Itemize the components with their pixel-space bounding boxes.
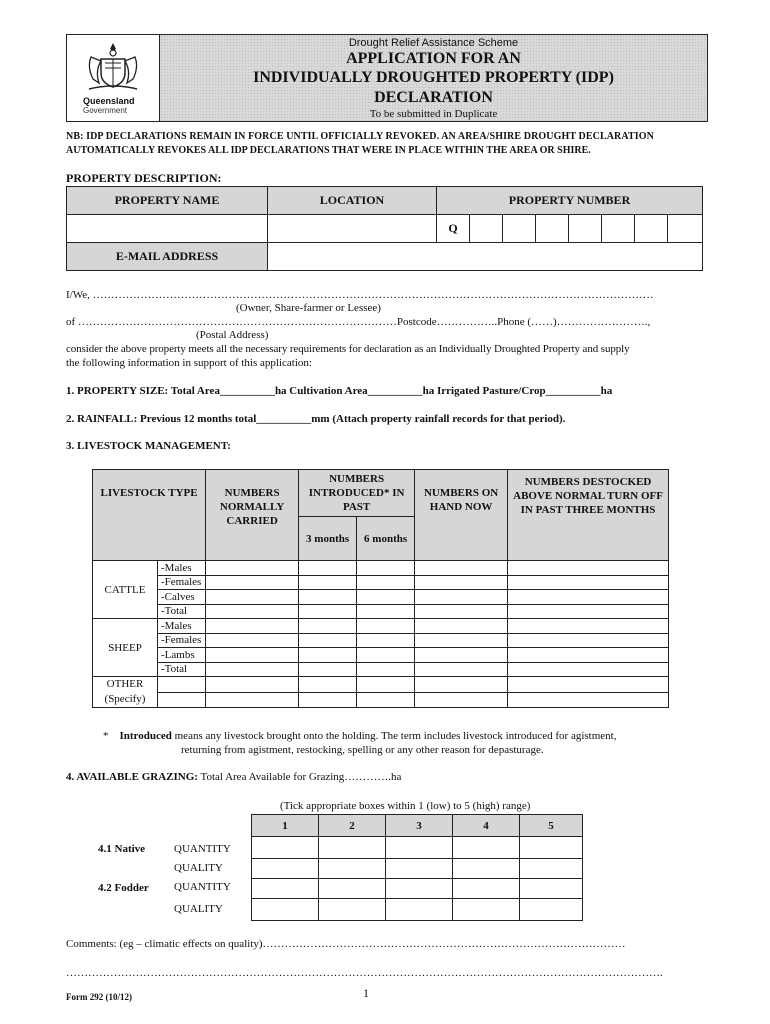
- native-quantity-label: QUANTITY: [174, 843, 231, 855]
- tick-caption: (Tick appropriate boxes within 1 (low) to 5 (high) range): [280, 800, 531, 812]
- livestock-cell[interactable]: [508, 575, 669, 590]
- livestock-cell[interactable]: [508, 677, 669, 693]
- livestock-cell[interactable]: [206, 648, 299, 663]
- livestock-cell[interactable]: [415, 692, 508, 708]
- logo-text-queensland: Queensland: [83, 96, 135, 106]
- col-normally-carried: NUMBERS NORMALLY CARRIED: [206, 470, 299, 561]
- tick-box[interactable]: [386, 879, 453, 899]
- livestock-cell[interactable]: [508, 604, 669, 619]
- property-number-digit[interactable]: [668, 215, 703, 243]
- livestock-cell[interactable]: [206, 619, 299, 634]
- livestock-cell[interactable]: [206, 561, 299, 576]
- property-number-digit[interactable]: [635, 215, 668, 243]
- livestock-cell[interactable]: [357, 692, 415, 708]
- tick-box[interactable]: [386, 859, 453, 879]
- property-size-line[interactable]: 1. PROPERTY SIZE: Total Area__________ha Cultivation Area__________ha Irrigated Pasture/Crop__________ha: [66, 385, 613, 397]
- livestock-row-label: -Calves: [158, 590, 206, 605]
- consider-line2: the following information in support of this application:: [66, 357, 312, 369]
- fodder-quality-label: QUALITY: [174, 903, 223, 915]
- tick-box[interactable]: [252, 837, 319, 859]
- livestock-cell[interactable]: [415, 561, 508, 576]
- tick-box[interactable]: [453, 899, 520, 921]
- grazing-table: [251, 814, 583, 921]
- livestock-row-label: -Lambs: [158, 648, 206, 663]
- property-number-digit[interactable]: [569, 215, 602, 243]
- applicant-name-line[interactable]: I/We, ………………………………………………………………………………………………………………………………………: [66, 289, 654, 301]
- tick-box[interactable]: [520, 899, 583, 921]
- cattle-label: CATTLE: [93, 561, 158, 619]
- native-label: 4.1 Native: [98, 843, 146, 855]
- form-title-line2: INDIVIDUALLY DROUGHTED PROPERTY (IDP): [253, 69, 614, 86]
- owner-caption: (Owner, Share-farmer or Lessee): [236, 302, 381, 314]
- livestock-cell[interactable]: [206, 604, 299, 619]
- col-6-months: 6 months: [357, 517, 415, 561]
- form-number: Form 292 (10/12): [66, 992, 132, 1002]
- livestock-cell[interactable]: [508, 590, 669, 605]
- grazing-line[interactable]: [66, 771, 401, 783]
- tick-box[interactable]: [319, 879, 386, 899]
- other-label-line2: (Specify): [104, 693, 146, 705]
- livestock-cell[interactable]: [357, 575, 415, 590]
- scale-3: 3: [386, 815, 453, 837]
- livestock-cell[interactable]: [206, 692, 299, 708]
- col-3-months: 3 months: [299, 517, 357, 561]
- livestock-cell[interactable]: [206, 575, 299, 590]
- property-number-prefix: Q: [437, 215, 470, 243]
- property-number-digit[interactable]: [470, 215, 503, 243]
- livestock-cell[interactable]: [299, 604, 357, 619]
- col-location: LOCATION: [268, 187, 437, 215]
- livestock-cell[interactable]: [508, 692, 669, 708]
- footnote-line2: returning from agistment, restocking, spelling or any other reason for depasturage.: [181, 744, 544, 756]
- livestock-cell[interactable]: [357, 677, 415, 693]
- tick-box[interactable]: [453, 837, 520, 859]
- livestock-cell[interactable]: [357, 619, 415, 634]
- logo-box: [67, 35, 160, 121]
- fodder-label: 4.2 Fodder: [98, 882, 149, 894]
- notice-line1: NB: IDP DECLARATIONS REMAIN IN FORCE UNTIL OFFICIALLY REVOKED. AN AREA/SHIRE DROUGHT DECLARATION: [66, 131, 654, 142]
- tick-box[interactable]: [252, 899, 319, 921]
- email-label: E-MAIL ADDRESS: [67, 243, 268, 271]
- scale-5: 5: [520, 815, 583, 837]
- footnote-text1: means any livestock brought onto the holding. The term includes livestock introduced for agistment,: [171, 730, 617, 742]
- livestock-row-label: -Males: [158, 619, 206, 634]
- tick-box[interactable]: [319, 837, 386, 859]
- property-number-digit[interactable]: [536, 215, 569, 243]
- footnote-line1: [103, 730, 616, 742]
- livestock-cell[interactable]: [415, 604, 508, 619]
- rainfall-line[interactable]: 2. RAINFALL: Previous 12 months total__________mm (Attach property rainfall records for that period).: [66, 413, 566, 425]
- col-livestock-type: LIVESTOCK TYPE: [93, 470, 206, 561]
- logo-text-government: Government: [83, 106, 128, 115]
- livestock-row-label: -Females: [158, 575, 206, 590]
- livestock-cell[interactable]: [299, 677, 357, 693]
- property-name-input[interactable]: [67, 215, 268, 243]
- col-on-hand: NUMBERS ON HAND NOW: [415, 470, 508, 561]
- consider-line1: consider the above property meets all the necessary requirements for declaration as an Individually Droughted Property and supply: [66, 343, 630, 355]
- page-number: 1: [363, 986, 369, 1000]
- form-title-line3: DECLARATION: [374, 89, 493, 106]
- livestock-row-label: -Females: [158, 633, 206, 648]
- livestock-cell[interactable]: [299, 619, 357, 634]
- livestock-cell[interactable]: [357, 662, 415, 677]
- livestock-cell[interactable]: [357, 561, 415, 576]
- tick-box[interactable]: [520, 859, 583, 879]
- title-panel: [160, 35, 707, 121]
- livestock-cell[interactable]: [206, 677, 299, 693]
- livestock-cell[interactable]: [508, 662, 669, 677]
- location-input[interactable]: [268, 215, 437, 243]
- scheme-name: Drought Relief Assistance Scheme: [348, 37, 519, 49]
- tick-box[interactable]: [386, 899, 453, 921]
- property-number-digit[interactable]: [602, 215, 635, 243]
- livestock-cell[interactable]: [299, 561, 357, 576]
- livestock-cell[interactable]: [357, 633, 415, 648]
- property-number-digit[interactable]: [503, 215, 536, 243]
- livestock-cell[interactable]: [299, 692, 357, 708]
- tick-box[interactable]: [319, 899, 386, 921]
- sheep-label: SHEEP: [93, 619, 158, 677]
- livestock-table: [92, 469, 669, 708]
- livestock-row-label: -Total: [158, 604, 206, 619]
- livestock-cell[interactable]: [415, 662, 508, 677]
- livestock-cell[interactable]: [508, 648, 669, 663]
- grazing-heading: 4. AVAILABLE GRAZING:: [66, 771, 198, 783]
- livestock-cell[interactable]: [415, 619, 508, 634]
- livestock-cell[interactable]: [299, 648, 357, 663]
- livestock-cell[interactable]: [299, 633, 357, 648]
- livestock-cell[interactable]: [415, 677, 508, 693]
- form-subtitle: To be submitted in Duplicate: [369, 108, 498, 120]
- scale-4: 4: [453, 815, 520, 837]
- comments-line2[interactable]: ……………………………………………………………………………………………………………………………………………….: [66, 967, 663, 979]
- property-table: [66, 186, 703, 271]
- tick-box[interactable]: [520, 879, 583, 899]
- livestock-cell[interactable]: [206, 590, 299, 605]
- livestock-cell[interactable]: [508, 633, 669, 648]
- livestock-cell[interactable]: [299, 575, 357, 590]
- queensland-crest-icon: [83, 39, 143, 95]
- email-input[interactable]: [268, 243, 703, 271]
- livestock-cell[interactable]: [299, 590, 357, 605]
- property-heading: PROPERTY DESCRIPTION:: [66, 171, 222, 185]
- livestock-cell[interactable]: [357, 604, 415, 619]
- tick-box[interactable]: [453, 859, 520, 879]
- fodder-quantity-label: QUANTITY: [174, 881, 231, 893]
- other-label-line1: OTHER: [106, 678, 144, 690]
- tick-box[interactable]: [520, 837, 583, 859]
- livestock-row-label: -Males: [158, 561, 206, 576]
- col-introduced: NUMBERS INTRODUCED* IN PAST: [299, 470, 415, 517]
- livestock-cell[interactable]: [357, 648, 415, 663]
- livestock-cell[interactable]: [415, 648, 508, 663]
- tick-box[interactable]: [319, 859, 386, 879]
- notice-line2: AUTOMATICALLY REVOKES ALL IDP DECLARATIONS THAT WERE IN PLACE WITHIN THE AREA OR SHIRE.: [66, 145, 591, 156]
- tick-box[interactable]: [386, 837, 453, 859]
- livestock-cell[interactable]: [508, 561, 669, 576]
- col-property-name: PROPERTY NAME: [67, 187, 268, 215]
- livestock-cell[interactable]: [415, 633, 508, 648]
- col-destocked: NUMBERS DESTOCKED ABOVE NORMAL TURN OFF IN PAST THREE MONTHS: [508, 470, 669, 561]
- postal-caption: (Postal Address): [196, 329, 269, 341]
- livestock-cell[interactable]: [206, 662, 299, 677]
- livestock-cell[interactable]: [415, 590, 508, 605]
- livestock-cell[interactable]: [357, 590, 415, 605]
- postal-address-line[interactable]: of ……………………………………………………………………………Postcode……………..Phone (……)…………………….,: [66, 316, 651, 328]
- other-label: [93, 677, 158, 708]
- livestock-cell[interactable]: [415, 575, 508, 590]
- tick-box[interactable]: [453, 879, 520, 899]
- comments-line1[interactable]: Comments: (eg – climatic effects on quality)………………………………………………………………………………………: [66, 938, 626, 950]
- native-quality-label: QUALITY: [174, 862, 223, 874]
- livestock-cell[interactable]: [158, 692, 206, 708]
- col-property-number: PROPERTY NUMBER: [437, 187, 703, 215]
- tick-box[interactable]: [252, 859, 319, 879]
- grazing-area: Total Area Available for Grazing………….ha: [197, 771, 402, 783]
- livestock-heading: 3. LIVESTOCK MANAGEMENT:: [66, 440, 231, 452]
- livestock-cell[interactable]: [299, 662, 357, 677]
- footnote-star: *: [103, 730, 109, 742]
- livestock-row-label: -Total: [158, 662, 206, 677]
- livestock-cell[interactable]: [206, 633, 299, 648]
- livestock-cell[interactable]: [158, 677, 206, 693]
- form-title-line1: APPLICATION FOR AN: [346, 50, 521, 67]
- footnote-term: Introduced: [119, 730, 172, 742]
- header-box: [66, 34, 708, 122]
- tick-box[interactable]: [252, 879, 319, 899]
- livestock-cell[interactable]: [508, 619, 669, 634]
- scale-2: 2: [319, 815, 386, 837]
- scale-1: 1: [252, 815, 319, 837]
